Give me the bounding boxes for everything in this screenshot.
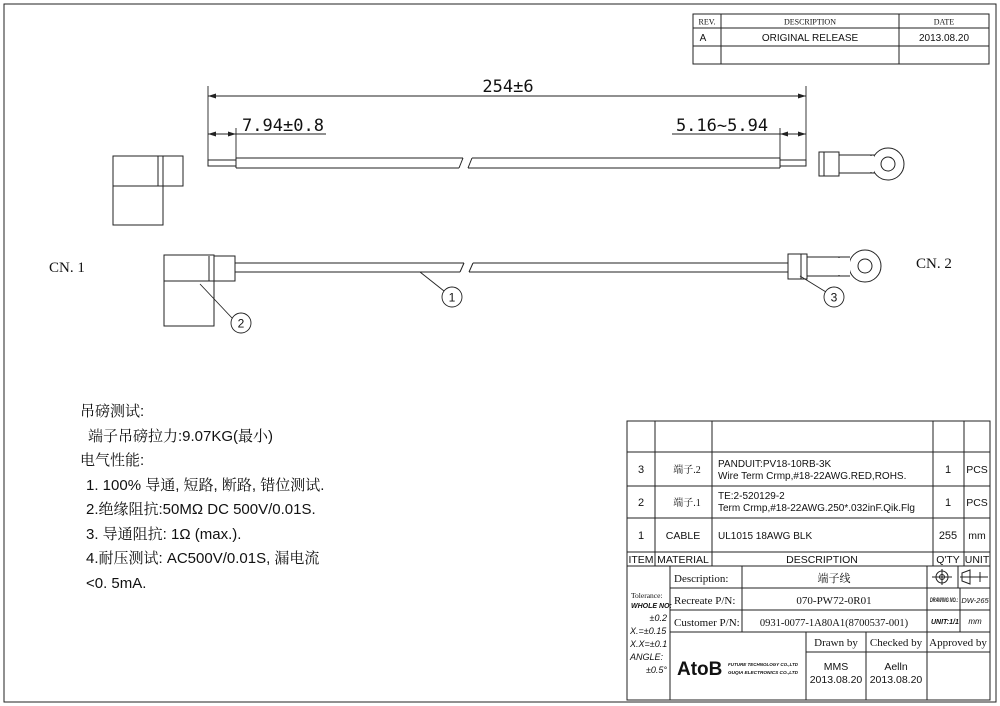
bom-row2-qty: 1 — [944, 497, 952, 509]
checked-by-name: Aelln — [884, 661, 908, 673]
bom-row1-material: CABLE — [665, 530, 701, 542]
balloon-3: 3 — [830, 290, 838, 305]
revision-header-rev: REV. — [698, 17, 716, 27]
electrical-title: 电气性能: — [80, 452, 145, 469]
cable-assembled — [235, 263, 788, 272]
terminal-quick-disconnect-exploded — [113, 156, 183, 225]
drawn-by-label: Drawn by — [814, 637, 858, 649]
test-notes — [80, 400, 600, 596]
customer-pn-value: 0931-0077-1A80A1(8700537-001) — [759, 618, 909, 629]
balloon-circles — [231, 287, 844, 333]
company-name-line2: GUQIA ELECTRONICS CO.,LTD — [728, 671, 800, 676]
company-logo: AtoB — [677, 659, 723, 680]
unit-label: UNIT:1/1 — [931, 619, 959, 626]
bom-row2-item: 2 — [637, 497, 645, 509]
electrical-item-4-cont: <0. 5mA. — [86, 574, 147, 592]
bom-row2-desc-line2: Term Crmp,#18-22AWG.250*.032inF.Qik.Flg — [718, 503, 915, 514]
dimension-strip-left: 7.94±0.8 — [242, 116, 324, 136]
description-value: 端子线 — [817, 573, 851, 585]
bom-row1-qty: 255 — [938, 530, 958, 542]
tolerance-line-1: Tolerance: — [631, 591, 663, 600]
drawing-no-label: DRAWING NO.: — [930, 598, 958, 604]
tolerance-line-5: X.X=±0.1 — [630, 639, 668, 649]
connector-label-cn1: CN. 1 — [49, 260, 85, 276]
terminal-quick-disconnect-assembled — [164, 255, 235, 326]
balloon-2: 2 — [237, 316, 245, 331]
revision-header-date: DATE — [933, 17, 955, 27]
bom-header-unit: UNIT — [964, 554, 990, 566]
tolerance-line-7: ±0.5° — [645, 665, 667, 675]
tolerance-line-6: ANGLE: — [630, 652, 664, 662]
bom-row1-item: 1 — [637, 530, 645, 542]
connector-label-cn2: CN. 2 — [916, 256, 952, 272]
bom-row3-unit: PCS — [966, 464, 988, 476]
pull-test-title: 吊磅测试: — [80, 403, 145, 420]
bom-row3-desc-line2: Wire Term Crmp,#18-22AWG.RED,ROHS. — [718, 471, 907, 482]
drawn-by-date: 2013.08.20 — [809, 674, 863, 686]
bom-row2-desc-line1: TE:2-520129-2 — [718, 491, 785, 502]
checked-by-label: Checked by — [869, 637, 923, 649]
bom-row1-unit: mm — [968, 530, 986, 542]
electrical-item-1: 1. 100% 导通, 短路, 断路, 错位测试. — [86, 476, 325, 494]
bom-table-grid — [627, 421, 990, 566]
description-label: Description: — [674, 573, 729, 585]
bom-header-item: ITEM — [628, 554, 654, 566]
drawn-by-name: MMS — [823, 661, 849, 673]
tolerance-line-3: ±0.2 — [649, 613, 667, 623]
revision-rev-value: A — [699, 33, 707, 44]
bom-header-qty: Q'TY — [936, 554, 960, 566]
recreate-pn-label: Recreate P/N: — [674, 595, 736, 607]
revision-header-description: DESCRIPTION — [783, 17, 837, 27]
bom-row2-material: 端子.1 — [673, 498, 701, 509]
customer-pn-label: Customer P/N: — [674, 617, 740, 629]
revision-description-value: ORIGINAL RELEASE — [761, 33, 859, 44]
tolerance-line-2: WHOLE NO: — [631, 603, 672, 610]
bom-header-description: DESCRIPTION — [786, 554, 858, 566]
bom-row3-desc-line1: PANDUIT:PV18-10RB-3K — [718, 459, 832, 470]
unit-value: mm — [968, 617, 982, 626]
recreate-pn-value: 070-PW72-0R01 — [796, 595, 872, 607]
company-name-line1: FUTURE TECHNOLOGY CO.,LTD — [728, 663, 803, 668]
pull-test-value: 端子吊磅拉力:9.07KG(最小) — [88, 427, 274, 445]
cable-exploded — [208, 158, 806, 168]
bom-row3-qty: 1 — [944, 464, 952, 476]
balloon-leaders — [200, 272, 826, 318]
checked-by-date: 2013.08.20 — [869, 674, 923, 686]
bom-row3-item: 3 — [637, 464, 645, 476]
revision-date-value: 2013.08.20 — [918, 33, 970, 44]
electrical-item-4: 4.耐压测试: AC500V/0.01S, 漏电流 — [86, 550, 320, 567]
tolerance-block — [629, 591, 672, 675]
drawing-no-value: DW-265 — [961, 596, 989, 605]
bom-header-material: MATERIAL — [657, 554, 709, 566]
approved-by-label: Approved by — [929, 637, 987, 649]
bom-row1-desc-line1: UL1015 18AWG BLK — [718, 531, 813, 542]
electrical-item-2: 2.绝缘阻抗:50MΩ DC 500V/0.01S. — [86, 501, 316, 518]
projection-symbol-icon — [932, 569, 988, 585]
electrical-item-3: 3. 导通阻抗: 1Ω (max.). — [86, 525, 242, 543]
dimension-overall-length: 254±6 — [482, 77, 534, 97]
bom-row2-unit: PCS — [966, 497, 988, 509]
tolerance-line-4: X.=±0.15 — [630, 626, 667, 636]
terminal-ring-exploded — [819, 148, 904, 180]
bom-row3-material: 端子.2 — [673, 465, 701, 476]
balloon-1: 1 — [448, 290, 456, 305]
dimension-strip-right: 5.16~5.94 — [675, 116, 769, 136]
